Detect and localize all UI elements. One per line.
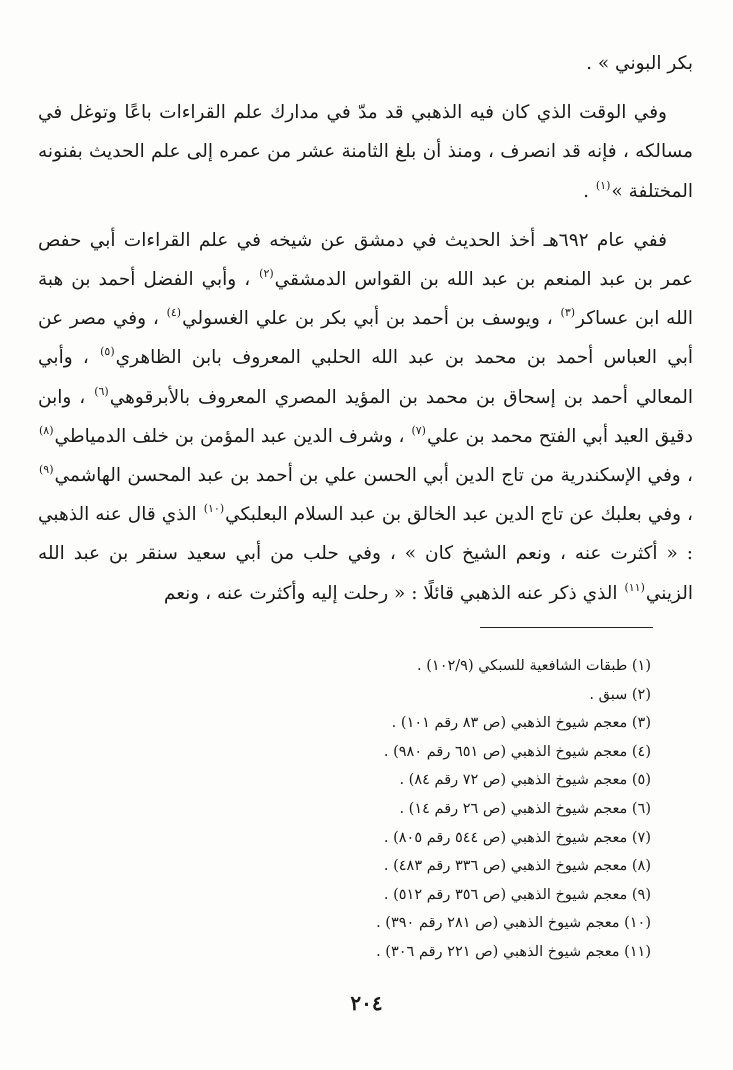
footnote-marker[interactable]: (١١) <box>624 580 645 594</box>
text-segment: ، وفي مصر عن أبي العباس أحمد بن محمد بن عبد الله الحلبي المعروف بابن الظاهري <box>38 308 693 369</box>
footnote-item: (٦) معجم شيوخ الذهبي (ص ٢٦ رقم ١٤) . <box>399 800 651 817</box>
footnote-item: (٧) معجم شيوخ الذهبي (ص ٥٤٤ رقم ٨٠٥) . <box>383 829 651 846</box>
body-paragraph <box>38 221 693 613</box>
text-segment: ، وأبي المعالي أحمد بن إسحاق بن محمد بن المؤيد المصري المعروف بالأبرقوهي <box>38 347 693 408</box>
footnote-marker[interactable]: (٢) <box>259 267 274 281</box>
footnote-marker[interactable]: (٧) <box>411 423 426 437</box>
text-segment: وفي الوقت الذي كان فيه الذهبي قد مدّ في مدارك علم القراءات باعًا وتوغل في مسالكه ، فإنه قد انصرف ، ومنذ أن بلغ الثامنة عشر من عمره إلى علم الحديث بفنونه المختلفة » <box>38 102 693 202</box>
text-segment: ، وشرف الدين عبد المؤمن بن خلف الدمياطي <box>54 425 411 447</box>
footnote-marker[interactable]: (١) <box>595 178 611 192</box>
text-segment: ، وابن دقيق العيد أبي الفتح محمد بن علي <box>38 386 693 447</box>
footnote-marker[interactable]: (٣) <box>560 306 576 320</box>
footnote-item: (٥) معجم شيوخ الذهبي (ص ٧٢ رقم ٨٤) . <box>399 772 651 789</box>
page-number: ٢٠٤ <box>350 991 383 1015</box>
footnote-item: (٣) معجم شيوخ الذهبي (ص ٨٣ رقم ١٠١) . <box>391 715 651 732</box>
footnote-item: (٢) سبق . <box>589 686 651 703</box>
text-segment: بكر البوني » . <box>586 53 693 74</box>
footnote-item: (٨) معجم شيوخ الذهبي (ص ٣٣٦ رقم ٤٨٣) . <box>383 858 651 875</box>
body-paragraph <box>38 44 693 83</box>
footnote-marker[interactable]: (٩) <box>39 463 54 477</box>
footnotes-list <box>151 652 651 967</box>
text-segment: ، وفي الإسكندرية من تاج الدين أبي الحسن علي بن أحمد بن عبد المحسن الهاشمي <box>54 465 693 487</box>
text-segment: الذي ذكر عنه الذهبي قائلًا : « رحلت إليه وأكثرت عنه ، ونعم <box>163 582 624 604</box>
footnote-item: (١١) معجم شيوخ الذهبي (ص ٢٢١ رقم ٣٠٦) . <box>376 943 651 960</box>
text-segment: ففي عام ٦٩٢هـ أخذ الحديث في دمشق عن شيخه في علم القراءات أبي حفص عمر بن عبد المنعم بن عبد الله بن القواس الدمشقي <box>38 229 693 291</box>
text-segment: . <box>583 180 595 202</box>
footnote-item: (١٠) معجم شيوخ الذهبي (ص ٢٨١ رقم ٣٩٠) . <box>376 915 651 932</box>
footnote-marker[interactable]: (١٠) <box>203 502 225 516</box>
footnote-marker[interactable]: (٦) <box>94 384 109 398</box>
footnote-marker[interactable]: (٥) <box>100 345 115 359</box>
footnote-item: (٤) معجم شيوخ الذهبي (ص ٦٥١ رقم ٩٨٠) . <box>383 743 651 760</box>
text-segment: ، وفي بعلبك عن تاج الدين عبد الخالق بن عبد السلام البعلبكي <box>225 504 693 526</box>
main-text <box>38 44 693 613</box>
body-paragraph <box>38 93 693 211</box>
text-segment: ، وأبي الفضل أحمد بن هبة الله ابن عساكر <box>38 269 693 330</box>
footnote-marker[interactable]: (٨) <box>39 423 54 437</box>
footnote-separator <box>480 627 653 628</box>
footnote-item: (١) طبقات الشافعية للسبكي (١٠٢/٩) . <box>417 658 651 674</box>
text-segment: ، ويوسف بن أحمد بن أبي بكر بن علي الغسولي <box>182 308 560 330</box>
footnote-item: (٩) معجم شيوخ الذهبي (ص ٣٥٦ رقم ٥١٢) . <box>383 886 651 903</box>
text-segment: الذي قال عنه الذهبي : « أكثرت عنه ، ونعم الشيخ كان » ، وفي حلب من أبي سعيد سنقر بن عبد الله الزيني <box>38 504 693 604</box>
footnote-marker[interactable]: (٤) <box>166 306 182 320</box>
